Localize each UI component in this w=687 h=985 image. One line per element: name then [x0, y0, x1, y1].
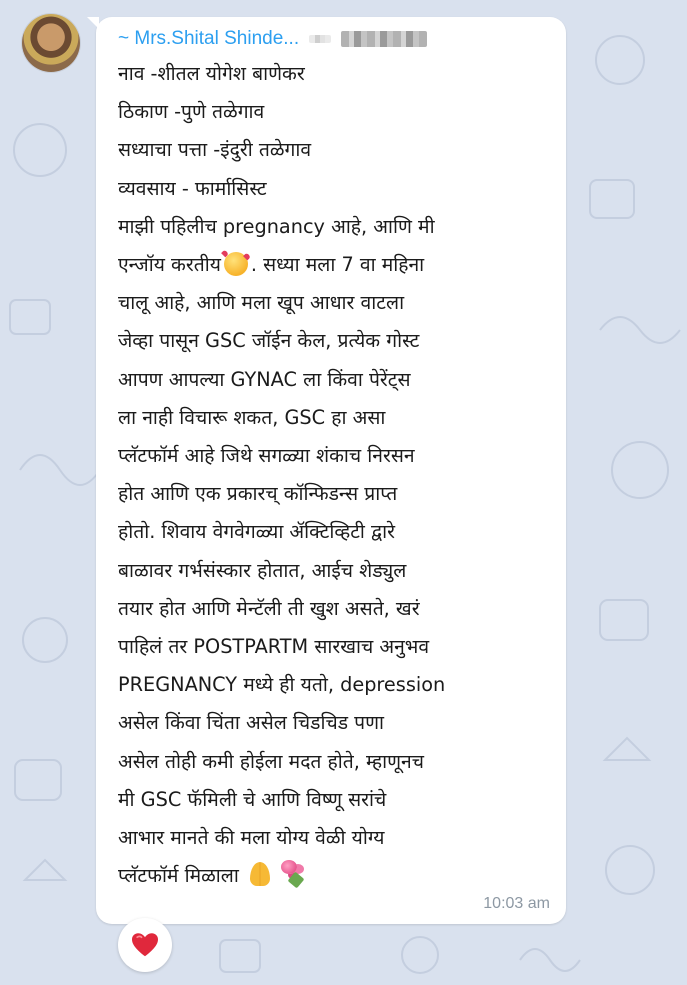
message-line: असेल तोही कमी होईला मदत होते, म्हाणूनच [118, 749, 424, 773]
message-line: आभार मानते की मला योग्य वेळी योग्य [118, 826, 385, 850]
sender-row [118, 27, 427, 51]
message-line: PREGNANCY मध्ये ही यतो, depression [118, 673, 446, 697]
message-line: असेल किंवा चिंता असेल चिडचिड पणा [118, 711, 385, 735]
message-line: तयार होत आणि मेन्टॅली ती खुश असते, खरं [118, 596, 420, 620]
reaction-badge[interactable] [118, 918, 172, 972]
bouquet-icon [279, 858, 309, 888]
message-line: ठिकाण -पुणे तळेगाव [118, 100, 265, 124]
sender-avatar[interactable] [22, 14, 80, 72]
message-line: बाळावर गर्भसंस्कार होतात, आईच शेड्युल [118, 558, 407, 582]
message-bubble[interactable] [96, 17, 566, 924]
message-line: प्लॅटफॉर्म आहे जिथे सगळ्या शंकाच निरसन [118, 444, 415, 468]
redacted-block [309, 35, 331, 43]
message-line: होत आणि एक प्रकारच् कॉन्फिडन्स प्राप्त [118, 482, 398, 506]
message-timestamp: 10:03 am [483, 895, 550, 912]
sender-name[interactable]: ~ Mrs.Shital Shinde... [118, 28, 300, 49]
message-line: आपण आपल्या GYNAC ला किंवा पेरेंट्स [118, 367, 411, 391]
message-line: मी GSC फॅमिली चे आणि विष्णू सरांचे [118, 787, 387, 811]
message-line [118, 857, 558, 895]
message-line: चालू आहे, आणि मला खूप आधार वाटला [118, 291, 405, 315]
message-line [118, 246, 558, 284]
message-line: पाहिलं तर POSTPARTM सारखाच अनुभव [118, 635, 430, 659]
message-line: नाव -शीतल योगेश बाणेकर [118, 62, 305, 85]
message-line: होतो. शिवाय वेगवेगळ्या ॲक्टिव्हिटी द्वारे [118, 520, 395, 544]
message-segment: प्लॅटफॉर्म मिळाला [118, 864, 239, 888]
message-line: जेव्हा पासून GSC जॉईन केल, प्रत्येक गोस्ट [118, 329, 420, 353]
smiling-face-with-hearts-icon [224, 252, 248, 276]
message-line: व्यवसाय - फार्मासिस्ट [118, 176, 267, 200]
redacted-phone [341, 31, 427, 47]
message-line: माझी पहिलीच pregnancy आहे, आणि मी [118, 214, 435, 238]
message-segment: . सध्या मला 7 वा महिना [250, 253, 425, 277]
folded-hands-icon [247, 860, 273, 888]
message-line: ला नाही विचारू शकत, GSC हा असा [118, 405, 386, 429]
heart-icon [131, 932, 159, 958]
message-segment: एन्जॉय करतीय [118, 253, 221, 277]
message-line: सध्याचा पत्ता -इंदुरी तळेगाव [118, 138, 312, 162]
message-text [118, 55, 558, 895]
